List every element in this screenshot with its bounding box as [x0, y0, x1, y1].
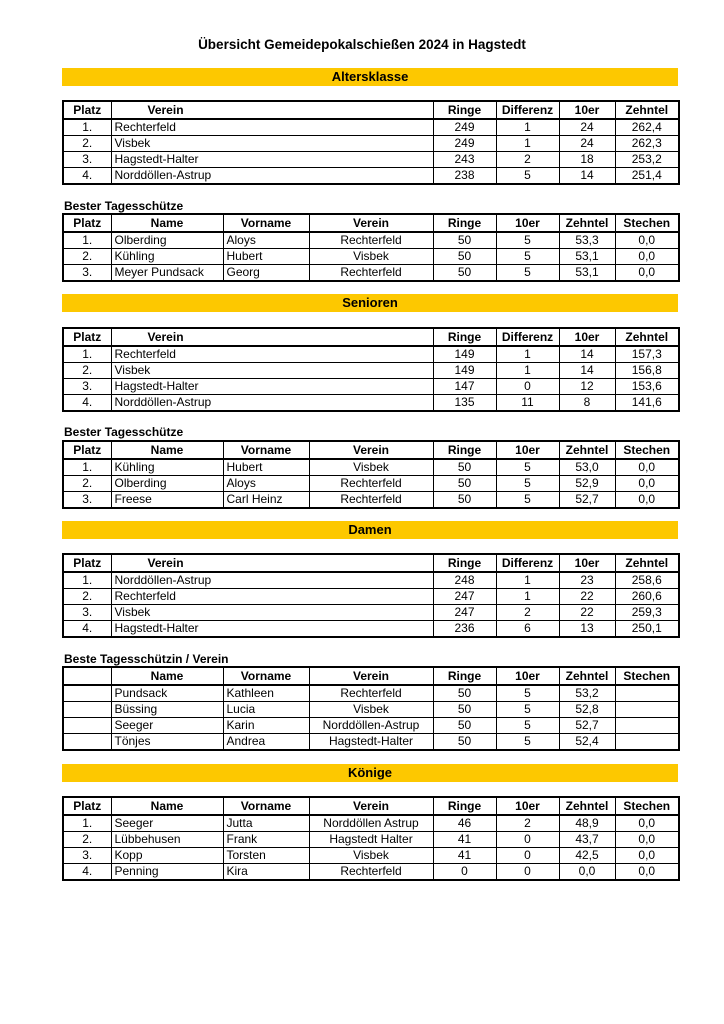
table-cell: Hagstedt-Halter — [111, 379, 433, 395]
column-header: Platz — [63, 214, 111, 232]
table-row — [63, 718, 679, 734]
table-cell: 53,1 — [559, 265, 615, 282]
table-cell: 18 — [559, 152, 615, 168]
table-cell: Kopp — [111, 848, 223, 864]
table-cell: 46 — [433, 815, 496, 832]
table-cell: 50 — [433, 702, 496, 718]
column-header: Zehntel — [559, 214, 615, 232]
column-header: Zehntel — [615, 554, 679, 572]
table-cell: 50 — [433, 265, 496, 282]
table-row — [63, 136, 679, 152]
column-header: Zehntel — [559, 441, 615, 459]
table-row — [63, 232, 679, 249]
best-shooter-heading-damen: Beste Tagesschützin / Verein — [64, 652, 229, 666]
table-cell: Hagstedt-Halter — [111, 621, 433, 638]
column-header: Vorname — [223, 214, 309, 232]
table-cell: 5 — [496, 265, 559, 282]
table-cell: 50 — [433, 232, 496, 249]
table-cell: Rechterfeld — [111, 589, 433, 605]
table-cell: Norddöllen-Astrup — [111, 572, 433, 589]
table-cell: 0,0 — [615, 864, 679, 881]
table-cell: Aloys — [223, 476, 309, 492]
table-cell: 14 — [559, 346, 615, 363]
column-header: Ringe — [433, 797, 496, 815]
table-row — [63, 459, 679, 476]
table-cell: Visbek — [111, 363, 433, 379]
table-cell: Jutta — [223, 815, 309, 832]
table-cell: 1. — [63, 815, 111, 832]
column-header: 10er — [496, 214, 559, 232]
column-header: Platz — [63, 101, 111, 119]
table-row — [63, 572, 679, 589]
column-header: Stechen — [615, 441, 679, 459]
column-header: Stechen — [615, 797, 679, 815]
table-cell: 24 — [559, 136, 615, 152]
table-cell: 1 — [496, 346, 559, 363]
table-cell: Visbek — [309, 848, 433, 864]
column-header: 10er — [496, 441, 559, 459]
table-cell: 5 — [496, 232, 559, 249]
column-header: Vorname — [223, 797, 309, 815]
table-cell: 52,7 — [559, 492, 615, 509]
column-header: Zehntel — [615, 101, 679, 119]
table-cell: 53,1 — [559, 249, 615, 265]
table-cell: 247 — [433, 589, 496, 605]
table-cell: 251,4 — [615, 168, 679, 185]
column-header: Ringe — [433, 214, 496, 232]
table-cell: 13 — [559, 621, 615, 638]
table-cell: 5 — [496, 476, 559, 492]
table-cell: 50 — [433, 249, 496, 265]
table-cell: 1 — [496, 572, 559, 589]
column-header: Platz — [63, 441, 111, 459]
table-cell: 41 — [433, 832, 496, 848]
table-cell: 249 — [433, 119, 496, 136]
best-shooter-table-altersklasse — [62, 213, 680, 282]
table-row — [63, 589, 679, 605]
table-cell: 0 — [496, 832, 559, 848]
table-cell: Rechterfeld — [309, 476, 433, 492]
table-cell: 0,0 — [615, 848, 679, 864]
table-cell: 5 — [496, 718, 559, 734]
table-cell: 52,4 — [559, 734, 615, 751]
table-cell: 157,3 — [615, 346, 679, 363]
best-shooter-table-damen — [62, 666, 680, 751]
table-cell: 4. — [63, 168, 111, 185]
column-header: 10er — [496, 797, 559, 815]
table-cell: 50 — [433, 459, 496, 476]
best-shooter-heading-altersklasse: Bester Tagesschütze — [64, 199, 184, 213]
column-header: Vorname — [223, 667, 309, 685]
table-cell: Olberding — [111, 476, 223, 492]
section-band-koenige: Könige — [62, 764, 678, 782]
column-header — [63, 667, 111, 685]
table-cell: Norddöllen-Astrup — [309, 718, 433, 734]
table-cell: 1. — [63, 346, 111, 363]
table-row — [63, 492, 679, 509]
table-cell: 5 — [496, 492, 559, 509]
table-cell: 1. — [63, 572, 111, 589]
team-table-altersklasse — [62, 100, 680, 185]
table-cell: 2. — [63, 476, 111, 492]
table-cell: 259,3 — [615, 605, 679, 621]
table-cell: 149 — [433, 363, 496, 379]
table-cell: 42,5 — [559, 848, 615, 864]
column-header: Platz — [63, 554, 111, 572]
table-cell: 1 — [496, 589, 559, 605]
table-row — [63, 249, 679, 265]
table-cell: 3. — [63, 848, 111, 864]
column-header: Platz — [63, 797, 111, 815]
table-header-row — [63, 101, 679, 119]
table-cell — [63, 702, 111, 718]
table-cell — [615, 718, 679, 734]
table-cell: Visbek — [111, 605, 433, 621]
table-cell: Rechterfeld — [309, 265, 433, 282]
table-cell: Frank — [223, 832, 309, 848]
table-row — [63, 832, 679, 848]
table-cell: Rechterfeld — [309, 864, 433, 881]
table-cell: 5 — [496, 249, 559, 265]
table-cell: 0 — [433, 864, 496, 881]
table-cell: 4. — [63, 395, 111, 412]
table-cell: Kira — [223, 864, 309, 881]
table-cell: Rechterfeld — [111, 119, 433, 136]
table-cell: Hagstedt-Halter — [309, 734, 433, 751]
table-cell: 153,6 — [615, 379, 679, 395]
table-cell: 149 — [433, 346, 496, 363]
table-cell: Seeger — [111, 815, 223, 832]
column-header: Zehntel — [559, 667, 615, 685]
table-cell: 262,3 — [615, 136, 679, 152]
table-header-row — [63, 328, 679, 346]
table-cell: 5 — [496, 685, 559, 702]
column-header: Verein — [309, 441, 433, 459]
section-band-damen: Damen — [62, 521, 678, 539]
column-header: Verein — [111, 101, 433, 119]
table-cell: 2. — [63, 363, 111, 379]
table-cell: 50 — [433, 492, 496, 509]
table-cell: Hubert — [223, 459, 309, 476]
column-header: Ringe — [433, 554, 496, 572]
table-cell: 135 — [433, 395, 496, 412]
table-cell: 3. — [63, 152, 111, 168]
table-cell — [615, 734, 679, 751]
table-cell — [63, 718, 111, 734]
table-cell: Rechterfeld — [309, 685, 433, 702]
table-cell: 5 — [496, 734, 559, 751]
column-header: Zehntel — [615, 328, 679, 346]
column-header: Name — [111, 214, 223, 232]
table-cell: 2 — [496, 815, 559, 832]
table-cell: 0,0 — [615, 492, 679, 509]
table-cell: 53,3 — [559, 232, 615, 249]
table-cell: 4. — [63, 864, 111, 881]
column-header: 10er — [559, 328, 615, 346]
table-cell: 41 — [433, 848, 496, 864]
table-cell: 50 — [433, 685, 496, 702]
table-row — [63, 265, 679, 282]
table-cell: Tönjes — [111, 734, 223, 751]
table-row — [63, 168, 679, 185]
table-cell: 43,7 — [559, 832, 615, 848]
table-cell: Meyer Pundsack — [111, 265, 223, 282]
table-cell: 23 — [559, 572, 615, 589]
column-header: Verein — [111, 554, 433, 572]
table-row — [63, 152, 679, 168]
column-header: Zehntel — [559, 797, 615, 815]
table-row — [63, 864, 679, 881]
table-cell: 2. — [63, 136, 111, 152]
table-cell: Rechterfeld — [111, 346, 433, 363]
column-header: 10er — [559, 554, 615, 572]
table-row — [63, 815, 679, 832]
table-cell: 0 — [496, 379, 559, 395]
table-cell: Hagstedt-Halter — [111, 152, 433, 168]
table-cell: Norddöllen-Astrup — [111, 395, 433, 412]
table-cell: 0 — [496, 848, 559, 864]
table-cell: Torsten — [223, 848, 309, 864]
column-header: 10er — [496, 667, 559, 685]
table-cell: 260,6 — [615, 589, 679, 605]
table-cell: Lucia — [223, 702, 309, 718]
table-cell: Visbek — [309, 459, 433, 476]
column-header: Differenz — [496, 554, 559, 572]
column-header: Ringe — [433, 667, 496, 685]
table-cell — [615, 702, 679, 718]
best-shooter-table-senioren — [62, 440, 680, 509]
table-cell: 50 — [433, 734, 496, 751]
table-cell: 262,4 — [615, 119, 679, 136]
table-cell: Rechterfeld — [309, 232, 433, 249]
table-header-row — [63, 554, 679, 572]
table-row — [63, 395, 679, 412]
column-header: Verein — [309, 797, 433, 815]
table-cell: 12 — [559, 379, 615, 395]
column-header: Stechen — [615, 667, 679, 685]
table-cell: Norddöllen Astrup — [309, 815, 433, 832]
best-shooter-heading-senioren: Bester Tagesschütze — [64, 425, 184, 439]
table-cell — [63, 685, 111, 702]
table-cell: 243 — [433, 152, 496, 168]
table-cell: Seeger — [111, 718, 223, 734]
table-cell: Büssing — [111, 702, 223, 718]
table-cell: Rechterfeld — [309, 492, 433, 509]
table-cell: 248 — [433, 572, 496, 589]
table-cell: 247 — [433, 605, 496, 621]
table-cell: 14 — [559, 168, 615, 185]
page-title: Übersicht Gemeidepokalschießen 2024 in Hagstedt — [198, 37, 526, 52]
table-cell: 0,0 — [615, 476, 679, 492]
table-cell: 3. — [63, 265, 111, 282]
column-header: Name — [111, 441, 223, 459]
table-cell: 14 — [559, 363, 615, 379]
table-cell: 0,0 — [559, 864, 615, 881]
table-cell: 0,0 — [615, 459, 679, 476]
section-band-altersklasse: Altersklasse — [62, 68, 678, 86]
table-cell — [63, 734, 111, 751]
table-cell: 250,1 — [615, 621, 679, 638]
table-cell: 3. — [63, 605, 111, 621]
column-header: Verein — [309, 214, 433, 232]
column-header: Vorname — [223, 441, 309, 459]
table-cell: 0,0 — [615, 265, 679, 282]
table-cell: 236 — [433, 621, 496, 638]
table-cell: 0,0 — [615, 249, 679, 265]
column-header: Platz — [63, 328, 111, 346]
table-cell: Visbek — [309, 249, 433, 265]
table-row — [63, 119, 679, 136]
table-cell: Aloys — [223, 232, 309, 249]
table-cell: 0,0 — [615, 832, 679, 848]
table-cell: 147 — [433, 379, 496, 395]
table-cell: 0,0 — [615, 232, 679, 249]
table-cell: Kühling — [111, 249, 223, 265]
table-header-row — [63, 667, 679, 685]
column-header: Differenz — [496, 328, 559, 346]
table-cell: Georg — [223, 265, 309, 282]
table-cell: 1. — [63, 459, 111, 476]
table-cell: 53,2 — [559, 685, 615, 702]
table-row — [63, 363, 679, 379]
table-cell: Penning — [111, 864, 223, 881]
table-cell: 5 — [496, 459, 559, 476]
table-cell: 5 — [496, 702, 559, 718]
table-cell: 2. — [63, 832, 111, 848]
table-header-row — [63, 797, 679, 815]
table-cell: 238 — [433, 168, 496, 185]
table-row — [63, 848, 679, 864]
section-band-senioren: Senioren — [62, 294, 678, 312]
table-cell: 24 — [559, 119, 615, 136]
table-cell: Karin — [223, 718, 309, 734]
table-cell: 1. — [63, 232, 111, 249]
table-cell: 156,8 — [615, 363, 679, 379]
table-row — [63, 605, 679, 621]
table-cell: 22 — [559, 605, 615, 621]
table-row — [63, 621, 679, 638]
table-cell: 141,6 — [615, 395, 679, 412]
table-cell: Visbek — [111, 136, 433, 152]
table-cell: Kathleen — [223, 685, 309, 702]
team-table-damen — [62, 553, 680, 638]
table-cell: Andrea — [223, 734, 309, 751]
column-header: Verein — [309, 667, 433, 685]
table-row — [63, 476, 679, 492]
table-cell: Hagstedt Halter — [309, 832, 433, 848]
table-cell: Pundsack — [111, 685, 223, 702]
column-header: Name — [111, 797, 223, 815]
column-header: Ringe — [433, 328, 496, 346]
column-header: Stechen — [615, 214, 679, 232]
table-header-row — [63, 214, 679, 232]
table-cell: Carl Heinz — [223, 492, 309, 509]
table-cell: 8 — [559, 395, 615, 412]
table-cell: 22 — [559, 589, 615, 605]
table-row — [63, 379, 679, 395]
table-cell: 3. — [63, 492, 111, 509]
table-cell: 5 — [496, 168, 559, 185]
column-header: Ringe — [433, 441, 496, 459]
table-row — [63, 346, 679, 363]
table-cell: 11 — [496, 395, 559, 412]
column-header: Ringe — [433, 101, 496, 119]
table-cell: 1 — [496, 136, 559, 152]
column-header: Name — [111, 667, 223, 685]
column-header: 10er — [559, 101, 615, 119]
table-cell: 2 — [496, 605, 559, 621]
table-cell: 52,9 — [559, 476, 615, 492]
table-cell: 4. — [63, 621, 111, 638]
table-cell: 52,8 — [559, 702, 615, 718]
table-cell: 50 — [433, 718, 496, 734]
table-cell: Olberding — [111, 232, 223, 249]
table-cell: 1 — [496, 119, 559, 136]
table-cell: Kühling — [111, 459, 223, 476]
table-cell: 1 — [496, 363, 559, 379]
table-cell: 258,6 — [615, 572, 679, 589]
table-row — [63, 685, 679, 702]
table-row — [63, 734, 679, 751]
koenige-table — [62, 796, 680, 881]
table-cell: 0,0 — [615, 815, 679, 832]
table-cell: 253,2 — [615, 152, 679, 168]
table-cell: Hubert — [223, 249, 309, 265]
table-cell: 6 — [496, 621, 559, 638]
table-cell: 2. — [63, 589, 111, 605]
table-cell: Freese — [111, 492, 223, 509]
table-cell: 2 — [496, 152, 559, 168]
table-row — [63, 702, 679, 718]
column-header: Differenz — [496, 101, 559, 119]
table-cell: Visbek — [309, 702, 433, 718]
table-header-row — [63, 441, 679, 459]
table-cell: 52,7 — [559, 718, 615, 734]
table-cell: 1. — [63, 119, 111, 136]
table-cell: 50 — [433, 476, 496, 492]
table-cell: 0 — [496, 864, 559, 881]
table-cell: 53,0 — [559, 459, 615, 476]
table-cell — [615, 685, 679, 702]
table-cell: 2. — [63, 249, 111, 265]
table-cell: Norddöllen-Astrup — [111, 168, 433, 185]
table-cell: 48,9 — [559, 815, 615, 832]
column-header: Verein — [111, 328, 433, 346]
table-cell: Lübbehusen — [111, 832, 223, 848]
table-cell: 3. — [63, 379, 111, 395]
team-table-senioren — [62, 327, 680, 412]
table-cell: 249 — [433, 136, 496, 152]
